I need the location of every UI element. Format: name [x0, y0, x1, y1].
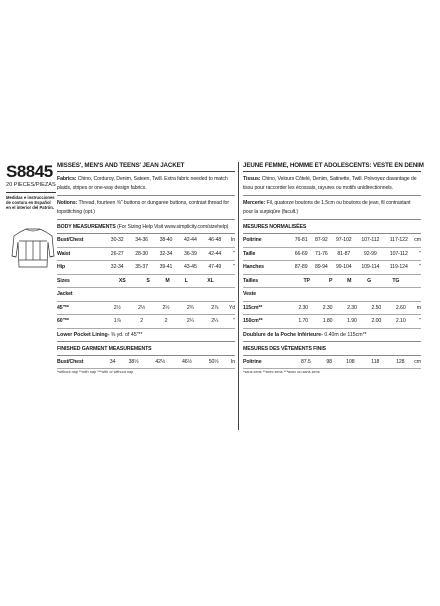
english-finished-table	[57, 356, 235, 370]
unit-cell	[413, 275, 421, 288]
value-cell: 99-104	[331, 261, 356, 275]
table-row	[243, 288, 421, 301]
value-cell: 42-44	[178, 234, 202, 247]
jacket-back-illustration	[10, 226, 56, 270]
value-cell: 46-48	[203, 234, 227, 247]
table-row	[243, 356, 421, 369]
value-cell: 2.30	[315, 301, 339, 315]
english-sizes-table	[57, 275, 235, 289]
french-body-measurements-heading: MESURES NORMALISÉES	[243, 220, 421, 234]
value-cell: 39-41	[154, 261, 178, 275]
value-cell	[315, 288, 339, 301]
pattern-number: S8845	[6, 162, 53, 181]
value-cell: 1.80	[315, 315, 339, 329]
unit-cell: "	[227, 315, 235, 329]
value-cell: TP	[291, 275, 322, 288]
table-row	[57, 234, 235, 247]
value-cell: 128	[387, 356, 413, 369]
value-cell: 2¾	[178, 301, 202, 315]
row-label: Poitrine	[243, 234, 291, 247]
row-label: Veste	[243, 288, 291, 301]
value-cell: 87-89	[291, 261, 311, 275]
column-divider	[238, 162, 239, 430]
value-cell: 109-114	[356, 261, 384, 275]
unit-cell: In	[227, 356, 235, 369]
value-cell: 47-49	[203, 261, 227, 275]
value-cell: 119-124	[385, 261, 413, 275]
value-cell	[291, 288, 315, 301]
unit-cell: In	[227, 234, 235, 247]
unit-cell	[227, 288, 235, 301]
value-cell: 34	[105, 356, 120, 369]
unit-cell: cm	[413, 356, 421, 369]
french-fabrics: Tissus: Chino, Velours Côtelé, Denim, Satinette, Twill. Prévoyez davantage de tissu pour raccorder les écossais, rayures ou motifs unidirectionnels.	[243, 172, 421, 196]
value-cell: TG	[379, 275, 413, 288]
unit-cell: cm	[413, 234, 421, 247]
value-cell: 2¼	[203, 315, 227, 329]
value-cell: 1.70	[291, 315, 315, 329]
table-row	[243, 261, 421, 275]
row-label: Bust/Chest	[57, 356, 105, 369]
value-cell: 36-39	[178, 247, 202, 261]
row-label: 150cm**	[243, 315, 291, 329]
english-title: MISSES', MEN'S AND TEENS' JEAN JACKET	[57, 162, 235, 172]
value-cell: 2⅞	[203, 301, 227, 315]
value-cell: XS	[105, 275, 139, 288]
row-label: Jacket	[57, 288, 105, 301]
table-row	[243, 301, 421, 315]
value-cell	[389, 288, 413, 301]
value-cell: 2½	[154, 301, 178, 315]
value-cell: 35-37	[129, 261, 153, 275]
value-cell: 107-112	[356, 234, 384, 247]
unit-cell	[413, 288, 421, 301]
value-cell: 2.60	[389, 301, 413, 315]
value-cell	[203, 288, 227, 301]
value-cell: 2.10	[389, 315, 413, 329]
french-finished-table	[243, 356, 421, 370]
english-notions: Notions: Thread, fourteen ⅝" buttons or dungaree buttons, contrast thread for topstitching (opt.)	[57, 196, 235, 220]
value-cell: 38-40	[154, 234, 178, 247]
table-row	[243, 234, 421, 247]
value-cell: 2.30	[291, 301, 315, 315]
value-cell: 46½	[174, 356, 201, 369]
table-row	[57, 288, 235, 301]
english-fabrics: Fabrics: Chino, Corduroy, Denim, Sateen, Twill. Extra fabric needed to match plaids, stripes or one-way design fabrics.	[57, 172, 235, 196]
pieces-count: 20 PIECES/PIEZAS	[6, 182, 56, 188]
value-cell: 97-102	[331, 234, 356, 247]
row-label: Waist	[57, 247, 105, 261]
value-cell: 32-34	[105, 261, 129, 275]
value-cell: 89-94	[311, 261, 331, 275]
value-cell: P	[322, 275, 338, 288]
row-label: Taille	[243, 247, 291, 261]
brand-block	[6, 163, 56, 210]
english-pocket-lining: Lower Pocket Lining- ⅜ yd. of 45"**	[57, 329, 235, 342]
french-jacket-table	[243, 288, 421, 329]
row-label: Tailles	[243, 275, 291, 288]
unit-cell	[227, 275, 235, 288]
table-row	[57, 247, 235, 261]
value-cell: 98	[321, 356, 338, 369]
value-cell	[178, 288, 202, 301]
value-cell: 2	[129, 315, 153, 329]
value-cell: 76-81	[291, 234, 311, 247]
english-finished-heading: FINISHED GARMENT MEASUREMENTS	[57, 342, 235, 356]
value-cell	[129, 288, 153, 301]
row-label: 45"**	[57, 301, 105, 315]
unit-cell: m	[413, 301, 421, 315]
table-row	[243, 315, 421, 329]
value-cell: 2½	[105, 301, 129, 315]
french-title: JEUNE FEMME, HOMME ET ADOLESCENTS: VESTE EN DENIM	[243, 162, 421, 172]
value-cell: 2.00	[364, 315, 388, 329]
table-row	[57, 356, 235, 369]
value-cell: L	[178, 275, 194, 288]
value-cell: 87.5	[291, 356, 321, 369]
french-finished-heading: MESURES DES VÊTEMENTS FINIS	[243, 342, 421, 356]
value-cell: 28-30	[129, 247, 153, 261]
value-cell: 92-99	[356, 247, 384, 261]
value-cell: 1⅞	[105, 315, 129, 329]
value-cell: 42½	[147, 356, 174, 369]
row-label: Sizes	[57, 275, 105, 288]
value-cell: 117-122	[385, 234, 413, 247]
table-row	[243, 275, 421, 288]
row-label: 60"**	[57, 315, 105, 329]
value-cell: 43-45	[178, 261, 202, 275]
value-cell: 50½	[200, 356, 227, 369]
french-column	[243, 162, 424, 374]
value-cell: G	[360, 275, 379, 288]
row-label: Hip	[57, 261, 105, 275]
unit-cell: Yd	[227, 301, 235, 315]
row-label: Hanches	[243, 261, 291, 275]
value-cell: 108	[338, 356, 364, 369]
french-footnote: *sans sens **avec sens ***avec ou sans sens	[243, 370, 320, 374]
value-cell: M	[339, 275, 360, 288]
english-body-table	[57, 234, 235, 275]
table-row	[57, 275, 235, 288]
value-cell: M	[157, 275, 179, 288]
french-body-table	[243, 234, 421, 275]
unit-cell: "	[227, 247, 235, 261]
value-cell: 71-76	[311, 247, 331, 261]
value-cell: 2¼	[178, 315, 202, 329]
value-cell: 38½	[120, 356, 147, 369]
english-column	[57, 162, 235, 374]
french-sizes-table	[243, 275, 421, 289]
english-footnote: *without nap **with nap ***with or without nap	[57, 370, 134, 374]
value-cell: 2	[154, 315, 178, 329]
french-notions: Mercerie: Fil, quatorze boutons de 1.5cm ou boutons de jean, fil contrastant pour la surpiqûre (facult.)	[243, 196, 421, 220]
value-cell: 1.90	[340, 315, 364, 329]
english-jacket-table	[57, 288, 235, 329]
unit-cell: "	[413, 261, 421, 275]
table-row	[57, 315, 235, 329]
value-cell: 81-87	[331, 247, 356, 261]
value-cell: 118	[363, 356, 387, 369]
row-label: Bust/Chest	[57, 234, 105, 247]
value-cell	[154, 288, 178, 301]
table-row	[57, 261, 235, 275]
value-cell: 2.50	[364, 301, 388, 315]
value-cell	[364, 288, 388, 301]
value-cell	[105, 288, 129, 301]
unit-cell: "	[227, 261, 235, 275]
english-body-measurements-heading: BODY MEASUREMENTS (For Sizing Help Visit www.simplicity.com/sizehelp)	[57, 220, 235, 234]
value-cell: 26-27	[105, 247, 129, 261]
unit-cell: "	[413, 315, 421, 329]
value-cell: 30-32	[105, 234, 129, 247]
value-cell: 2½	[129, 301, 153, 315]
value-cell: 2.30	[340, 301, 364, 315]
value-cell: 107-112	[385, 247, 413, 261]
unit-cell: "	[413, 247, 421, 261]
french-pocket-lining: Doublure de la Poche Inférieure- 0.40m de 115cm**	[243, 329, 421, 342]
value-cell: S	[139, 275, 156, 288]
spanish-note: Medidas e instrucciones de costura en Español en el interior del Patrón.	[6, 192, 56, 210]
value-cell: 32-34	[154, 247, 178, 261]
value-cell: 66-69	[291, 247, 311, 261]
value-cell: 34-36	[129, 234, 153, 247]
table-row	[243, 247, 421, 261]
row-label: 115cm**	[243, 301, 291, 315]
row-label: Poitrine	[243, 356, 291, 369]
value-cell	[340, 288, 364, 301]
table-row	[57, 301, 235, 315]
value-cell: 42-44	[203, 247, 227, 261]
value-cell: XL	[194, 275, 227, 288]
value-cell: 87-92	[311, 234, 331, 247]
